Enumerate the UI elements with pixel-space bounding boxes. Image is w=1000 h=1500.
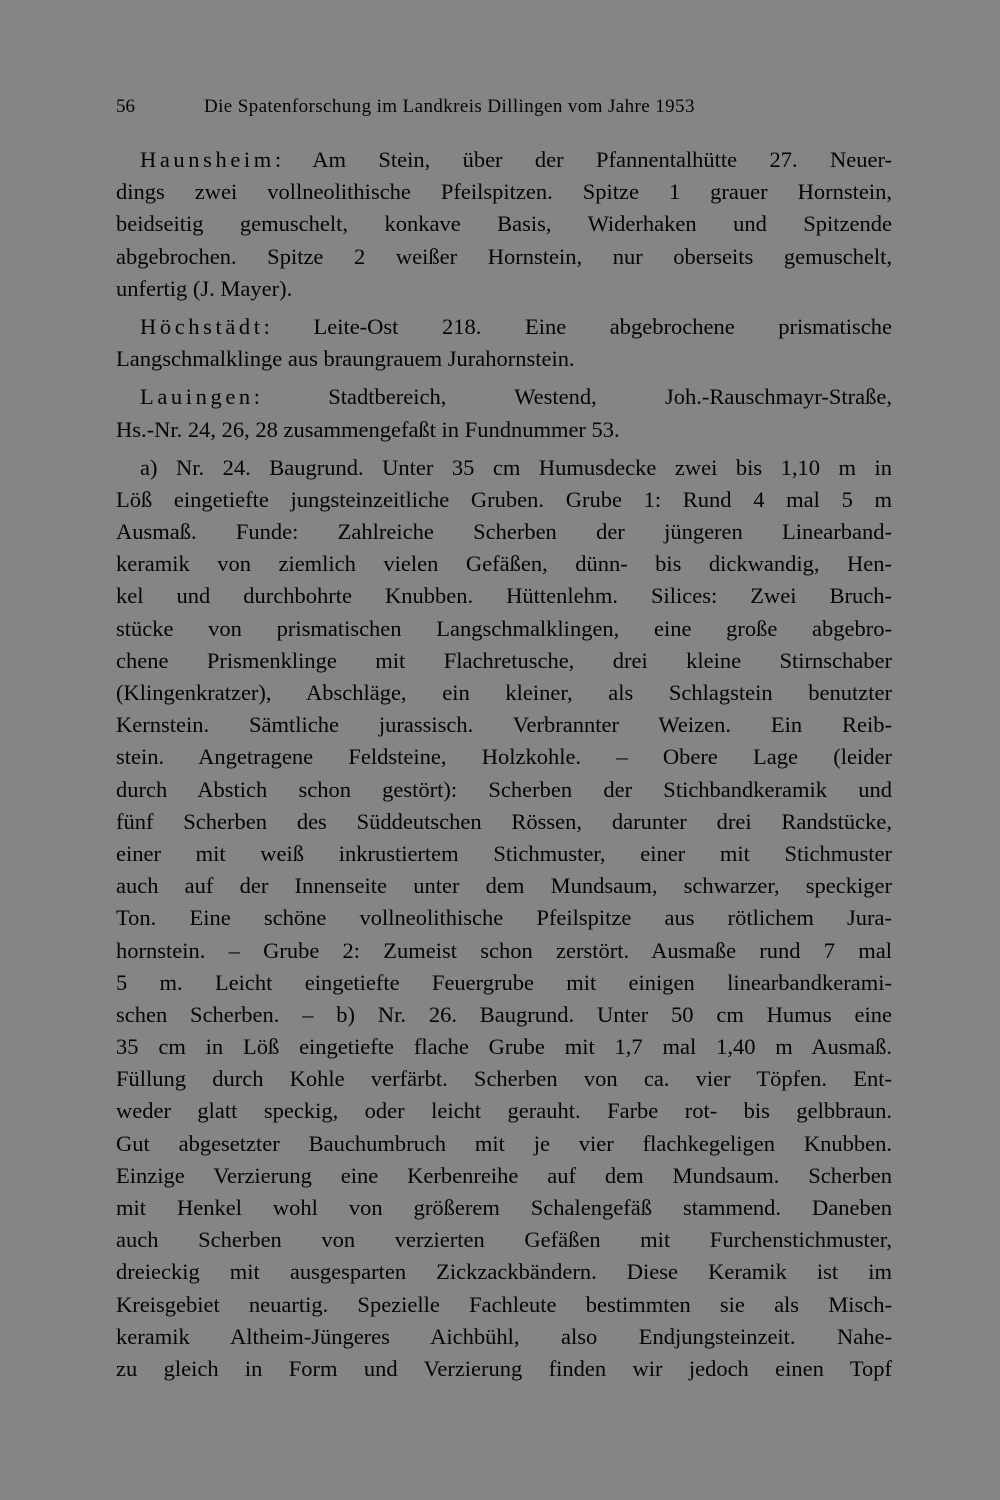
running-title: Die Spatenforschung im Landkreis Dillingen vom Jahre 1953 <box>204 96 695 117</box>
text-line: Füllung durch Kohle verfärbt. Scherben von ca. vier Töpfen. Ent- <box>116 1066 892 1092</box>
text-line: kel und durchbohrte Knubben. Hüttenlehm. Silices: Zwei Bruch- <box>116 583 892 609</box>
text-line: auch auf der Innenseite unter dem Mundsaum, schwarzer, speckiger <box>116 873 892 899</box>
page-number: 56 <box>116 96 135 117</box>
text-line: stein. Angetragene Feldsteine, Holzkohle. – Obere Lage (leider <box>116 744 892 770</box>
text-line: schen Scherben. – b) Nr. 26. Baugrund. Unter 50 cm Humus eine <box>116 1001 892 1027</box>
text-line: hornstein. – Grube 2: Zumeist schon zerstört. Ausmaße rund 7 mal <box>116 937 892 963</box>
text-line: fünf Scherben des Süddeutschen Rössen, darunter drei Randstücke, <box>116 808 892 834</box>
place-name: Lauingen <box>140 384 254 410</box>
text-line: keramik Altheim-Jüngeres Aichbühl, also Endjungsteinzeit. Nahe- <box>116 1323 892 1349</box>
body-text <box>116 144 892 1385</box>
text-line: Kernstein. Sämtliche jurassisch. Verbrannter Weizen. Ein Reib- <box>116 712 892 738</box>
text-line: keramik von ziemlich vielen Gefäßen, dünn- bis dickwandig, Hen- <box>116 551 892 577</box>
text-line: (Klingenkratzer), Abschläge, ein kleiner, als Schlagstein benutzter <box>116 680 892 705</box>
entry-hoechstaedt <box>116 311 892 375</box>
book-page <box>116 92 892 1385</box>
text-line: dings zwei vollneolithische Pfeilspitzen. Spitze 1 grauer Hornstein, <box>116 179 892 205</box>
line-text: : Stadtbereich, Westend, Joh.-Rauschmayr-Straße, <box>253 384 892 410</box>
entry-haunsheim <box>116 144 892 305</box>
text-line: Gut abgesetzter Bauchumbruch mit je vier flachkegeligen Knubben. <box>116 1130 892 1156</box>
text-line: Hs.-Nr. 24, 26, 28 zusammengefaßt in Fundnummer 53. <box>116 416 620 442</box>
text-line: weder glatt speckig, oder leicht gerauht. Farbe rot- bis gelbbraun. <box>116 1098 892 1124</box>
text-line: chene Prismenklinge mit Flachretusche, drei kleine Stirnschaber <box>116 647 892 673</box>
text-line <box>116 311 892 343</box>
text-line: mit Henkel wohl von größerem Schalengefäß stammend. Daneben <box>116 1195 892 1220</box>
line-text: : Leite-Ost 218. Eine abgebrochene prismatische <box>263 313 892 339</box>
text-line: Löß eingetiefte jungsteinzeitliche Gruben. Grube 1: Rund 4 mal 5 m <box>116 486 892 512</box>
text-line: beidseitig gemuschelt, konkave Basis, Widerhaken und Spitzende <box>116 211 892 237</box>
paragraph-lauingen-finds <box>116 452 892 1385</box>
text-line: Kreisgebiet neuartig. Spezielle Fachleute bestimmten sie als Misch- <box>116 1291 892 1317</box>
text-line <box>116 381 892 413</box>
text-line: 5 m. Leicht eingetiefte Feuergrube mit einigen linearbandkerami- <box>116 969 892 995</box>
text-line: durch Abstich schon gestört): Scherben der Stichbandkeramik und <box>116 776 892 802</box>
text-line: Ausmaß. Funde: Zahlreiche Scherben der jüngeren Linearband- <box>116 519 892 545</box>
text-line: zu gleich in Form und Verzierung finden wir jedoch einen Topf <box>116 1355 892 1381</box>
text-line: a) Nr. 24. Baugrund. Unter 35 cm Humusdecke zwei bis 1,10 m in <box>140 454 892 480</box>
text-line: unfertig (J. Mayer). <box>116 275 293 301</box>
text-line: stücke von prismatischen Langschmalklingen, eine große abgebro- <box>116 615 892 641</box>
place-name: Haunsheim <box>140 147 275 172</box>
line-text: : Am Stein, über der Pfannentalhütte 27. Neuer- <box>274 147 892 172</box>
running-head <box>116 92 892 122</box>
place-name: Höchstädt <box>140 313 264 339</box>
text-line: dreieckig mit ausgesparten Zickzackbändern. Diese Keramik ist im <box>116 1259 892 1285</box>
text-line: auch Scherben von verzierten Gefäßen mit Furchenstichmuster, <box>116 1227 892 1253</box>
text-line: Ton. Eine schöne vollneolithische Pfeilspitze aus rötlichem Jura- <box>116 905 892 931</box>
text-line <box>116 144 892 176</box>
text-line: Langschmalklinge aus braungrauem Jurahornstein. <box>116 346 575 372</box>
text-line: 35 cm in Löß eingetiefte flache Grube mit 1,7 mal 1,40 m Ausmaß. <box>116 1034 892 1060</box>
text-line: abgebrochen. Spitze 2 weißer Hornstein, nur oberseits gemuschelt, <box>116 243 892 269</box>
entry-lauingen <box>116 381 892 445</box>
text-line: einer mit weiß inkrustiertem Stichmuster, einer mit Stichmuster <box>116 840 892 866</box>
text-line: Einzige Verzierung eine Kerbenreihe auf dem Mundsaum. Scherben <box>116 1162 892 1188</box>
